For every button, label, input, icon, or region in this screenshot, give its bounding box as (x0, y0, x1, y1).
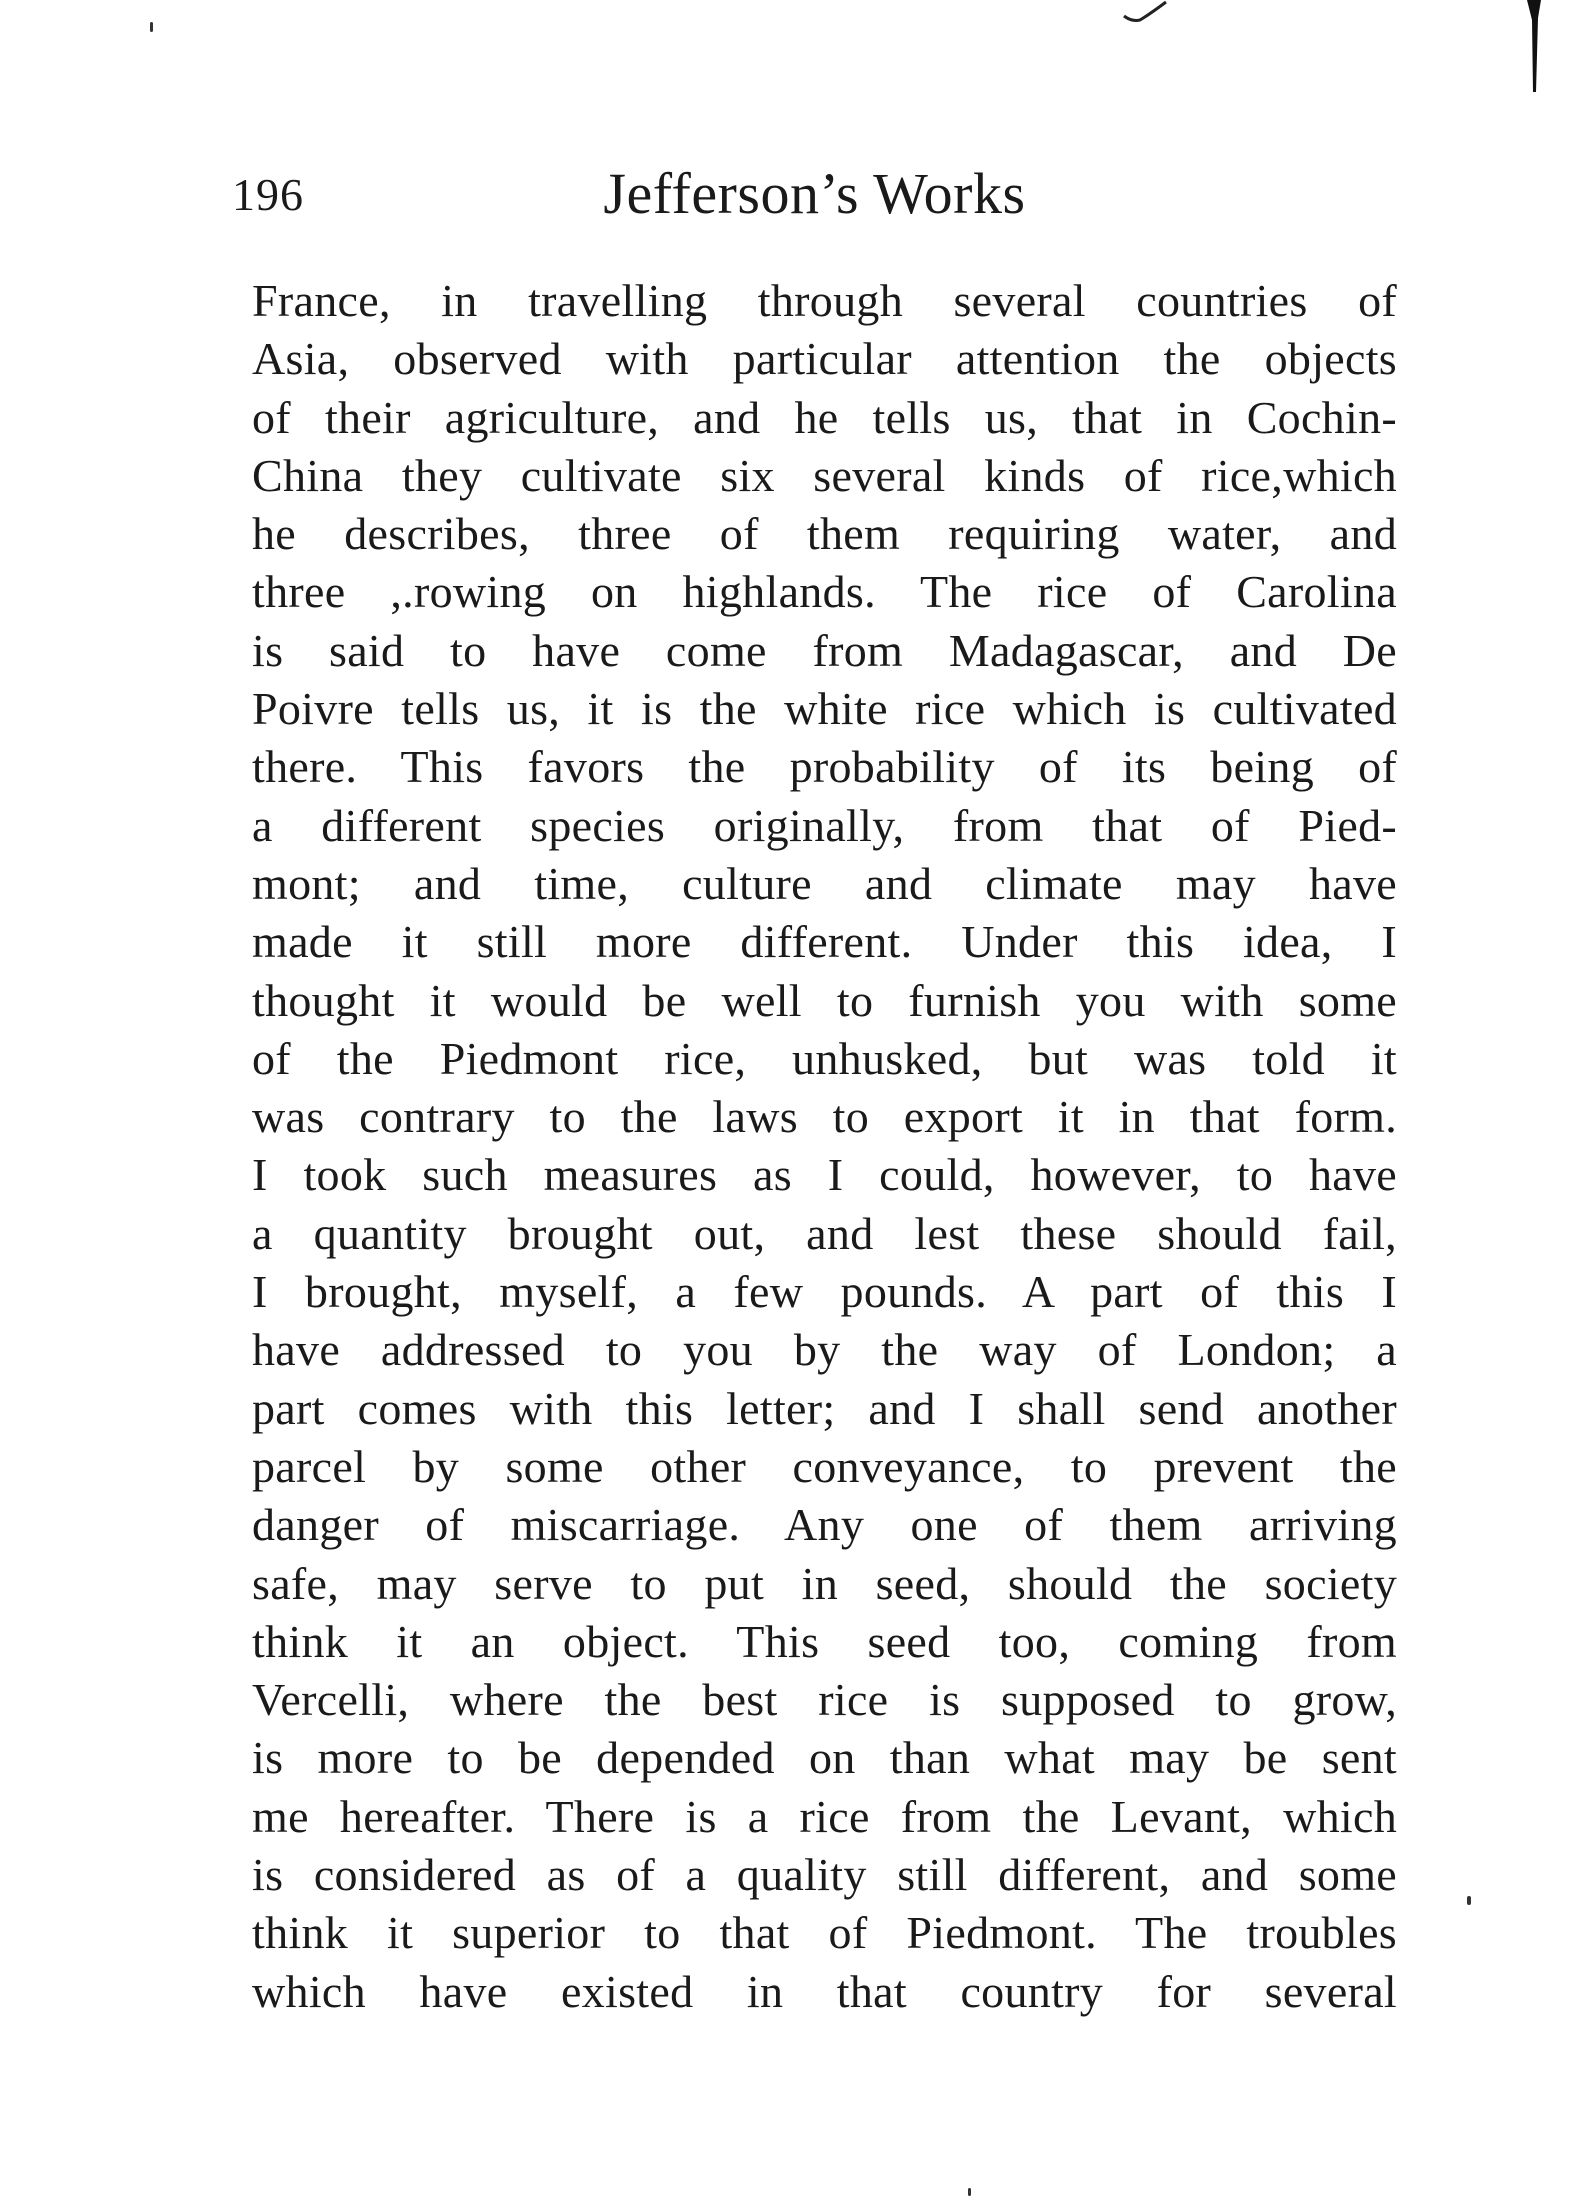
text-line: which have existed in that country for several (252, 1965, 1397, 2017)
running-head-title: Jefferson’s Works (603, 161, 1026, 226)
pencil-check-mark (1122, 0, 1170, 30)
text-line: Poivre tells us, it is the white rice which is cultivated (252, 683, 1397, 735)
text-line: Asia, observed with particular attention the objects (252, 333, 1397, 385)
text-line: is more to be depended on than what may be sent (252, 1732, 1397, 1784)
text-line: France, in travelling through several countries of (252, 275, 1397, 326)
scan-speck-bottom (968, 2188, 971, 2196)
text-line: made it still more different. Under this idea, I (252, 916, 1397, 968)
text-line: I brought, myself, a few pounds. A part of this I (252, 1266, 1397, 1318)
text-line: safe, may serve to put in seed, should the society (252, 1557, 1397, 1609)
text-line: think it superior to that of Piedmont. The troubles (252, 1907, 1397, 1959)
text-line: is considered as of a quality still different, and some (252, 1849, 1397, 1901)
text-line: parcel by some other conveyance, to prevent the (252, 1440, 1397, 1492)
text-line: Vercelli, where the best rice is supposed to grow, (252, 1674, 1397, 1726)
page-header (232, 160, 1397, 240)
text-line: part comes with this letter; and I shall send another (252, 1382, 1397, 1434)
text-line: danger of miscarriage. Any one of them arriving (252, 1499, 1397, 1551)
text-line: have addressed to you by the way of London; a (252, 1324, 1397, 1376)
text-line: was contrary to the laws to export it in that form. (252, 1091, 1397, 1143)
text-line: a different species originally, from that of Pied- (252, 799, 1397, 851)
body-paragraph (252, 272, 1397, 2021)
text-line: a quantity brought out, and lest these should fail, (252, 1207, 1397, 1259)
text-line: China they cultivate six several kinds of rice,which (252, 449, 1397, 501)
text-line: mont; and time, culture and climate may have (252, 857, 1397, 909)
text-line: me hereafter. There is a rice from the Levant, which (252, 1790, 1397, 1842)
text-line: of the Piedmont rice, unhusked, but was told it (252, 1032, 1397, 1084)
text-line: I took such measures as I could, however, to have (252, 1149, 1397, 1201)
text-line: of their agriculture, and he tells us, that in Cochin- (252, 391, 1397, 443)
scan-speck-top-left (150, 22, 153, 32)
page-edge-mark (1527, 0, 1541, 92)
text-line: thought it would be well to furnish you with some (252, 974, 1397, 1026)
text-line: think it an object. This seed too, coming from (252, 1615, 1397, 1667)
text-line: there. This favors the probability of its being of (252, 741, 1397, 793)
text-line: three ,.rowing on highlands. The rice of Carolina (252, 566, 1397, 618)
text-line: he describes, three of them requiring water, and (252, 508, 1397, 560)
page-number: 196 (232, 169, 304, 220)
scan-speck-right (1467, 1896, 1471, 1905)
text-line: is said to have come from Madagascar, and De (252, 624, 1397, 676)
